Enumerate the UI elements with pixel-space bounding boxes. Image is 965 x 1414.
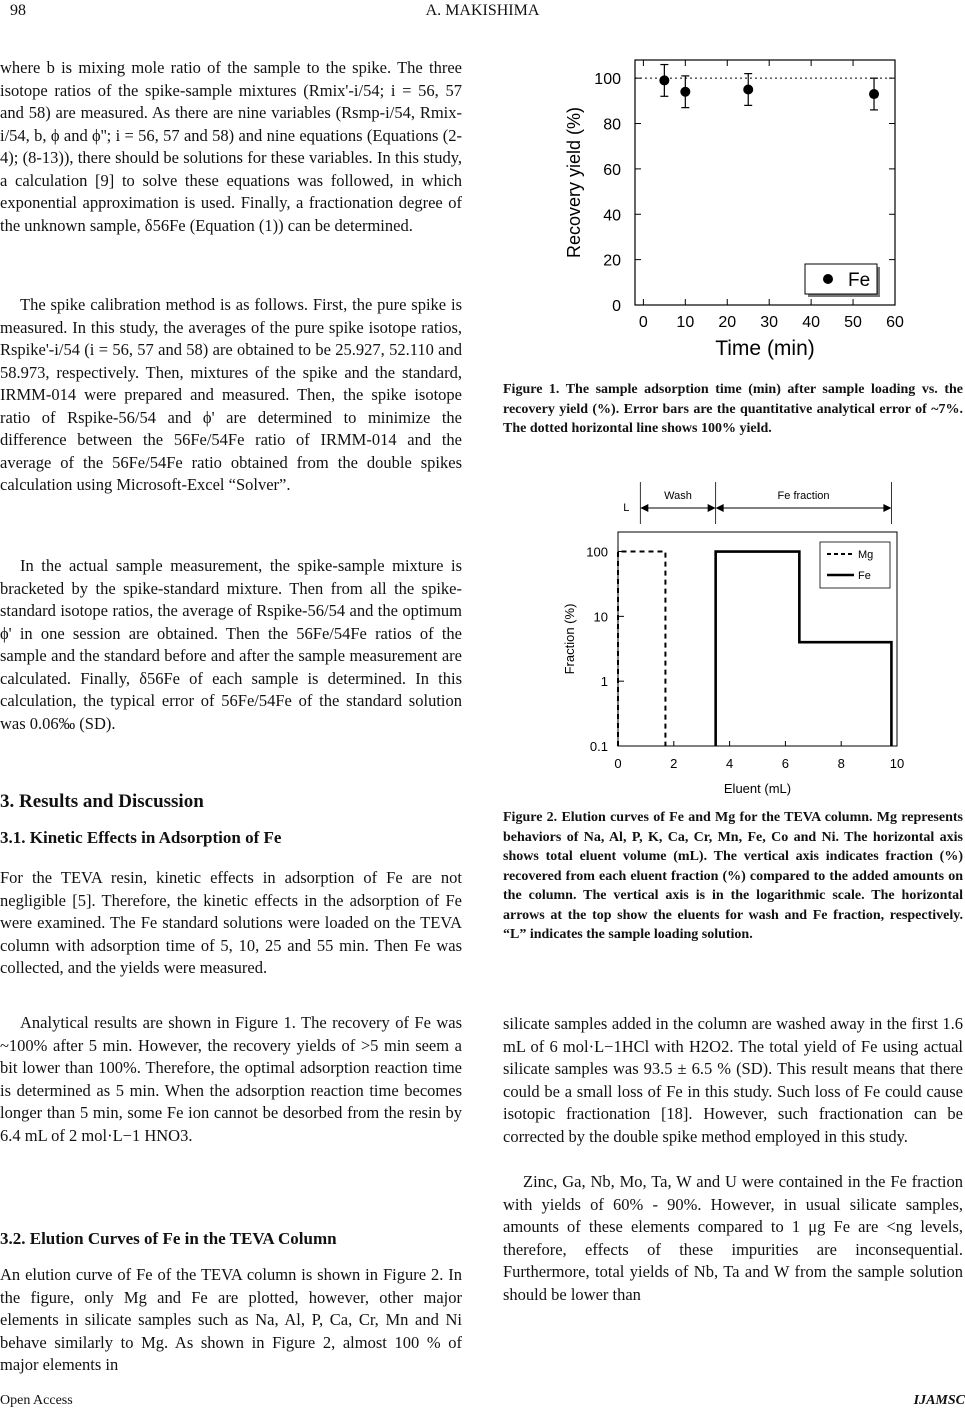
figure-2-elution-chart: [540, 480, 965, 800]
paragraph-elution-curve: An elution curve of Fe of the TEVA column is shown in Figure 2. In the figure, only Mg and Fe are plotted, however, other major elements in silicate samples such as Na, Al, P, Ca, Cr, Mn and Ni behave similarly to Mg. As shown in Figure 2, almost 100 % of major elements in: [0, 1265, 462, 1374]
footer-journal: IJAMSC: [913, 1393, 965, 1408]
x-tick-label: 30: [760, 314, 779, 331]
legend-label-fe: Fe: [858, 570, 871, 582]
x-tick-label: 6: [781, 756, 790, 771]
series-line-mg: [618, 552, 665, 746]
y-tick-label: 0.1: [589, 739, 608, 754]
y-tick-label: 20: [603, 252, 621, 270]
paragraph-kinetic-effects: For the TEVA resin, kinetic effects in adsorption of Fe are not negligible [5]. Therefore, the kinetic effects in the adsorption of Fe were examined. The Fe standard solutions were loaded on the TEVA column with adsorption time of 5, 10, 25 and 55 min. Then Fe was collected, and the yields were measured.: [0, 868, 462, 977]
y-tick-label: 10: [593, 609, 608, 625]
running-header-author: A. MAKISHIMA: [425, 2, 540, 19]
loading-label: L: [623, 502, 630, 514]
x-tick-label: 20: [718, 314, 737, 331]
fe-fraction-arrow-head-right: [883, 504, 891, 512]
x-tick-label: 4: [725, 756, 734, 771]
wash-label: Wash: [664, 490, 692, 502]
y-tick-label: 60: [603, 161, 621, 179]
section-heading-results: 3. Results and Discussion: [0, 791, 204, 812]
paragraph-analytical-results: Analytical results are shown in Figure 1. The recovery of Fe was ~100% after 5 min. However, the recovery yields of >5 min seem a bit lower than 100%. Therefore, the optimal adsorption reaction time is determined as 5 min. When the adsorption reaction time becomes longer than 5 min, some Fe ion cannot be desorbed from the resin by 6.4 mL of 2 mol·L−1 HNO3.: [0, 1013, 462, 1145]
wash-arrow-head-left: [640, 504, 648, 512]
y-tick-label: 80: [603, 116, 621, 134]
data-point: [680, 87, 690, 97]
fe-fraction-label: Fe fraction: [777, 490, 830, 502]
paragraph-equations: where b is mixing mole ratio of the sample to the spike. The three isotope ratios of the spike-sample mixtures (Rmix'-i/54; i = 56, 57 and 58) are measured. As there are nine variables (Rsmp-i/54, Rmix-i/54, b, ϕ and ϕ''; i = 56, 57 and 58) and nine equations (Equations (2-4); (8-13)), there should be solutions for these variables. In this study, a calculation [9] to solve these equations was followed, in which exponential approximation is used. Finally, a fractionation degree of the unknown sample, δ56Fe (Equation (1)) can be determined.: [0, 58, 462, 235]
x-tick-label: 0: [614, 756, 622, 771]
wash-arrow-head-right: [708, 504, 716, 512]
data-point: [659, 75, 669, 85]
paragraph-sample-measurement: In the actual sample measurement, the spike-sample mixture is bracketed by the spike-standard mixture. Then from all the spike-standard isotope ratios, the average of Rspike-56/54 and the optimum ϕ' in one session are obtained. Then the 56Fe/54Fe ratios of the sample and the standard before and after the sample measurement are calculated. Finally, δ56Fe of each sample is determined. In this calculation, the typical error of 56Fe/54Fe of the standard solution was 0.06‰ (SD).: [0, 556, 462, 733]
y-tick-label: 0: [612, 298, 621, 315]
y-tick-label: 100: [586, 544, 608, 560]
x-axis-label: Time (min): [715, 337, 815, 360]
x-tick-label: 60: [886, 314, 904, 331]
figure-1-recovery-chart: [540, 45, 965, 375]
x-axis-label: Eluent (mL): [723, 781, 792, 796]
x-tick-label: 2: [670, 756, 678, 771]
legend-box: [820, 542, 890, 588]
x-tick-label: 10: [676, 314, 695, 331]
data-point: [743, 84, 753, 94]
x-tick-label: 0: [638, 314, 648, 331]
y-tick-label: 1: [600, 674, 608, 690]
fe-fraction-arrow-head-left: [716, 504, 724, 512]
footer-open-access: Open Access: [0, 1393, 73, 1408]
figure-1-caption: Figure 1. The sample adsorption time (min) after sample loading vs. the recovery yield (%). Error bars are the quantitative analytical error of ~7%. The dotted horizontal line shows 100% yield.: [503, 382, 963, 436]
legend-marker: [823, 274, 833, 284]
paragraph-spike-calibration: The spike calibration method is as follows. First, the pure spike is measured. In this study, the averages of the pure spike isotope ratios, Rspike'-i/54 (i = 56, 57 and 58) are obtained to be 25.927, 52.110 and 58.973, respectively. Then, mixtures of the spike and the standard, IRMM-014 were prepared and measured. Then, the spike isotope ratio of Rspike-56/54 and ϕ' are determined to minimize the difference between the 56Fe/54Fe ratio of IRMM-014 and the average of the 56Fe/54Fe ratio obtained from the double spikes calculation using Microsoft-Excel “Solver”.: [0, 295, 462, 494]
paragraph-impurities: Zinc, Ga, Nb, Mo, Ta, W and U were contained in the Fe fraction with yields of 60% - 90%. However, in usual silicate samples, amounts of these elements compared to 1 μg Fe are <ng levels, therefore, effects of these impurities are inconsequential. Furthermore, total yields of Nb, Ta and W from the sample solution should be lower than: [503, 1172, 963, 1304]
subsection-heading-kinetic: 3.1. Kinetic Effects in Adsorption of Fe: [0, 828, 282, 847]
figure-2-caption: Figure 2. Elution curves of Fe and Mg for the TEVA column. Mg represents behaviors of Na, Al, P, K, Ca, Cr, Mn, Fe, Co and Ni. The horizontal axis shows total eluent volume (mL). The vertical axis indicates fraction (%) recovered from each eluent fraction (%) compared to the added amounts on the column. The vertical axis is in the logarithmic scale. The horizontal arrows at the top show the eluents for wash and Fe fraction, respectively. “L” indicates the sample loading solution.: [503, 810, 963, 942]
x-tick-label: 50: [844, 314, 862, 331]
subsection-heading-elution: 3.2. Elution Curves of Fe in the TEVA Column: [0, 1229, 337, 1248]
x-tick-label: 10: [889, 756, 905, 771]
y-tick-label: 40: [603, 207, 621, 225]
y-axis-label: Fraction (%): [562, 603, 577, 675]
y-axis-label: Recovery yield (%): [564, 106, 584, 259]
legend-label: Fe: [848, 270, 871, 291]
x-tick-label: 40: [802, 314, 821, 331]
page-number: 98: [10, 2, 26, 19]
paragraph-silicate-samples: silicate samples added in the column are washed away in the first 1.6 mL of 6 mol·L−1HCl with H2O2. The total yield of Fe using actual silicate samples was 93.5 ± 6.5 % (SD). This result means that there could be a small loss of Fe in this study. Such loss of Fe could cause isotopic fractionation [18]. However, such fractionation can be corrected by the double spike method employed in this study.: [503, 1014, 963, 1146]
y-tick-label: 100: [594, 71, 621, 89]
legend-label-mg: Mg: [858, 549, 874, 561]
x-tick-label: 8: [837, 756, 845, 771]
data-point: [869, 89, 879, 99]
